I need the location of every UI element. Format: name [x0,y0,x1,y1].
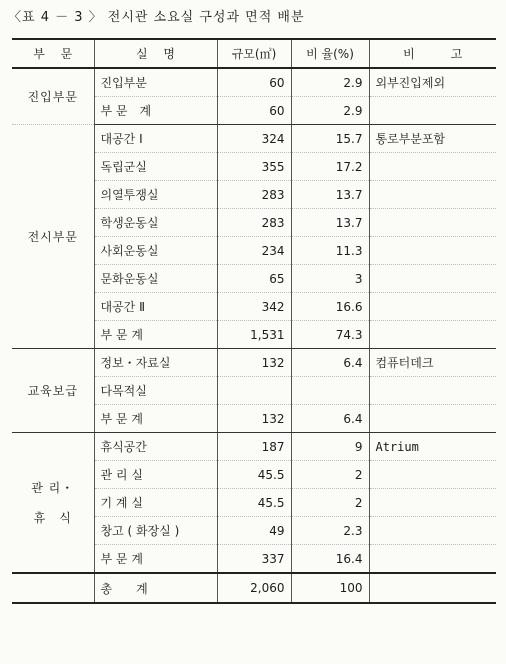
room-ratio: 2.3 [291,517,369,545]
total-section-cell [12,573,94,603]
room-name: 다목적실 [94,377,217,405]
header-section: 부 문 [12,39,94,68]
room-note [369,461,496,489]
room-ratio: 17.2 [291,153,369,181]
room-name: 사회운동실 [94,237,217,265]
room-note [369,237,496,265]
room-size: 132 [217,405,291,433]
room-ratio: 2 [291,461,369,489]
total-ratio: 100 [291,573,369,603]
section-line: 휴 식 [33,510,72,525]
room-ratio: 16.6 [291,293,369,321]
header-size: 규모(㎡) [217,39,291,68]
room-note [369,293,496,321]
section-cell: 진입부문 [12,68,94,125]
table-row [12,349,496,377]
room-size: 60 [217,97,291,125]
room-size: 45.5 [217,461,291,489]
room-name: 부 문 계 [94,405,217,433]
area-allocation-table [12,38,496,604]
room-size: 187 [217,433,291,461]
room-size: 337 [217,545,291,574]
room-size: 1,531 [217,321,291,349]
room-size: 283 [217,209,291,237]
room-size: 49 [217,517,291,545]
header-ratio: 비 율(%) [291,39,369,68]
room-ratio: 6.4 [291,349,369,377]
room-ratio: 2.9 [291,97,369,125]
room-note [369,209,496,237]
room-note [369,181,496,209]
room-note [369,321,496,349]
room-name: 기 계 실 [94,489,217,517]
room-size: 65 [217,265,291,293]
room-ratio [291,377,369,405]
room-name: 문화운동실 [94,265,217,293]
room-size: 132 [217,349,291,377]
room-size: 283 [217,181,291,209]
room-name: 정보・자료실 [94,349,217,377]
room-ratio: 74.3 [291,321,369,349]
total-label: 총 계 [94,573,217,603]
room-size: 45.5 [217,489,291,517]
room-size [217,377,291,405]
room-note [369,489,496,517]
section-cell: 전시부문 [12,125,94,349]
room-size: 60 [217,68,291,97]
room-note [369,265,496,293]
room-size: 355 [217,153,291,181]
total-note [369,573,496,603]
room-note [369,377,496,405]
table-row [12,68,496,97]
section-cell: 교육보급 [12,349,94,433]
room-name: 진입부분 [94,68,217,97]
room-note: 외부진입제외 [369,68,496,97]
room-name: 부 문 계 [94,97,217,125]
room-ratio: 11.3 [291,237,369,265]
room-ratio: 15.7 [291,125,369,153]
total-size: 2,060 [217,573,291,603]
room-name: 대공간 Ⅰ [94,125,217,153]
room-name: 학생운동실 [94,209,217,237]
section-line: 관 리・ [31,480,75,495]
room-note [369,153,496,181]
room-note: Atrium [369,433,496,461]
header-room: 실 명 [94,39,217,68]
room-ratio: 9 [291,433,369,461]
room-ratio: 3 [291,265,369,293]
room-size: 234 [217,237,291,265]
room-note: 통로부분포함 [369,125,496,153]
header-note: 비 고 [369,39,496,68]
room-note [369,517,496,545]
header-row [12,39,496,68]
room-ratio: 13.7 [291,181,369,209]
section-cell [12,433,94,574]
room-size: 342 [217,293,291,321]
room-note: 컴퓨터데크 [369,349,496,377]
room-name: 휴식공간 [94,433,217,461]
room-name: 부 문 계 [94,321,217,349]
room-ratio: 13.7 [291,209,369,237]
room-note [369,97,496,125]
room-name: 대공간 Ⅱ [94,293,217,321]
room-ratio: 2 [291,489,369,517]
room-size: 324 [217,125,291,153]
table-caption: 〈표 4 － 3 〉 전시관 소요실 구성과 면적 배분 [8,10,305,25]
table-row [12,125,496,153]
room-name: 창고 ( 화장실 ) [94,517,217,545]
room-name: 관 리 실 [94,461,217,489]
room-ratio: 16.4 [291,545,369,574]
room-note [369,405,496,433]
table-row [12,433,496,461]
room-name: 부 문 계 [94,545,217,574]
total-row [12,573,496,603]
room-name: 독립군실 [94,153,217,181]
room-name: 의열투쟁실 [94,181,217,209]
room-ratio: 6.4 [291,405,369,433]
room-note [369,545,496,574]
room-ratio: 2.9 [291,68,369,97]
